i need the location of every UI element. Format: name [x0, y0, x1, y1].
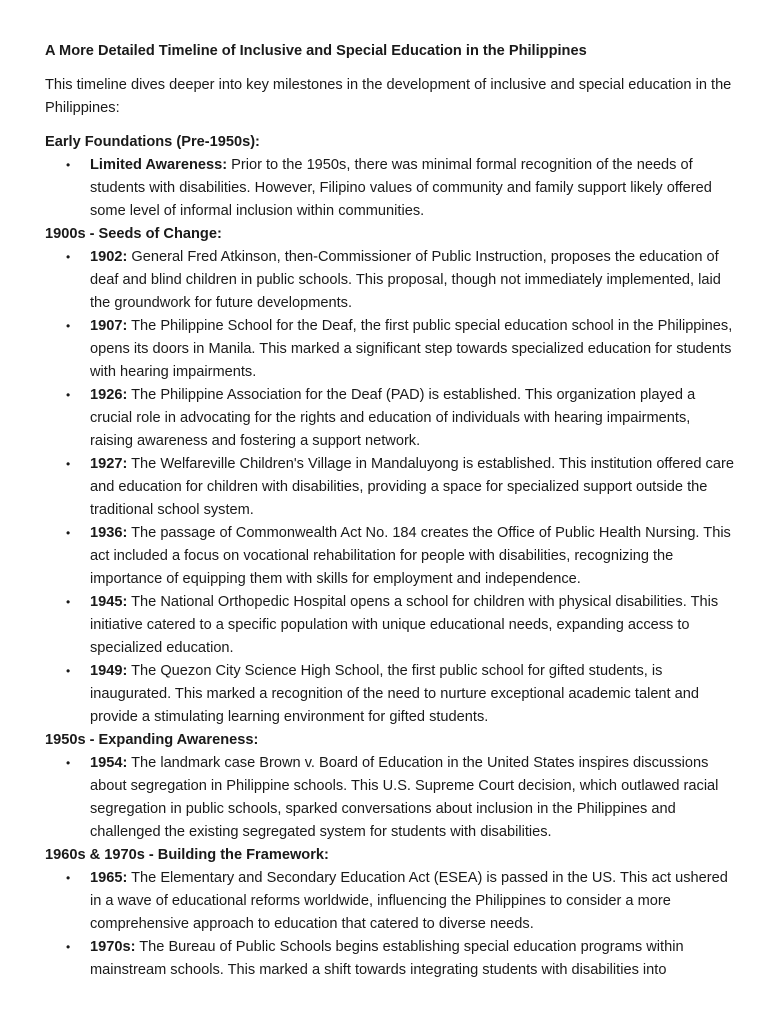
timeline-item	[45, 154, 735, 223]
timeline-item-lead: 1926:	[90, 387, 128, 403]
timeline-item-text: The Quezon City Science High School, the first public school for gifted students, is inaugurated. This marked a recognition of the need to nurture exceptional academic talent and provide a stimulating learning environment for gifted students.	[90, 663, 700, 725]
document-title: A More Detailed Timeline of Inclusive and Special Education in the Philippines	[45, 43, 587, 59]
bullet-icon: •	[66, 250, 71, 264]
section-heading: 1950s - Expanding Awareness:	[45, 732, 259, 748]
bullet-icon: •	[66, 457, 71, 471]
timeline-item	[45, 936, 735, 982]
timeline-item-text: General Fred Atkinson, then-Commissioner of Public Instruction, proposes the education of deaf and blind children in public schools. This proposal, though not immediately implemented, laid the groundwork for future developments.	[90, 249, 721, 311]
timeline-item-text: The Elementary and Secondary Education Act (ESEA) is passed in the US. This act ushered in a wave of educational reforms worldwide, influencing the Philippines to consider a more comprehensive approach to education that catered to diverse needs.	[90, 870, 728, 932]
document-page	[45, 40, 735, 982]
timeline-item	[45, 384, 735, 453]
timeline-item-lead: 1970s:	[90, 939, 136, 955]
timeline-item-text: The passage of Commonwealth Act No. 184 creates the Office of Public Health Nursing. This act included a focus on vocational rehabilitation for people with disabilities, recognizing the importance of equipping them with skills for employment and independence.	[90, 525, 731, 587]
timeline-item	[45, 660, 735, 729]
section-heading: 1900s - Seeds of Change:	[45, 226, 222, 242]
timeline-item	[45, 315, 735, 384]
timeline-item-lead: 1949:	[90, 663, 128, 679]
timeline-item-text: The National Orthopedic Hospital opens a school for children with physical disabilities. This initiative catered to a specific population with unique educational needs, expanding access to specialized education.	[90, 594, 719, 656]
section-heading: Early Foundations (Pre-1950s):	[45, 134, 260, 150]
bullet-icon: •	[66, 526, 71, 540]
timeline-list	[45, 154, 735, 223]
timeline-item-text: The landmark case Brown v. Board of Education in the United States inspires discussions about segregation in Philippine schools. This U.S. Supreme Court decision, which outlawed racial segregation in public schools, sparked conversations about inclusion in the Philippines and challenged the existing segregated system for students with disabilities.	[90, 755, 719, 840]
timeline-item-text: The Bureau of Public Schools begins establishing special education programs within mainstream schools. This marked a shift towards integrating students with disabilities into	[90, 939, 684, 978]
timeline-item	[45, 522, 735, 591]
bullet-icon: •	[66, 319, 71, 333]
timeline-item	[45, 591, 735, 660]
timeline-item-lead: 1954:	[90, 755, 128, 771]
timeline-item-text: The Philippine School for the Deaf, the first public special education school in the Philippines, opens its doors in Manila. This marked a significant step towards specialized education for students with hearing impairments.	[90, 318, 733, 380]
timeline-item-text: The Welfareville Children's Village in Mandaluyong is established. This institution offered care and education for children with disabilities, providing a space for specialized support outside the traditional school system.	[90, 456, 734, 518]
timeline-item	[45, 752, 735, 844]
timeline-list	[45, 752, 735, 844]
bullet-icon: •	[66, 664, 71, 678]
timeline-item-lead: 1902:	[90, 249, 128, 265]
timeline-item-lead: Limited Awareness:	[90, 157, 228, 173]
timeline-item-lead: 1907:	[90, 318, 128, 334]
timeline-sections	[45, 131, 735, 982]
timeline-list	[45, 246, 735, 729]
bullet-icon: •	[66, 158, 71, 172]
bullet-icon: •	[66, 756, 71, 770]
bullet-icon: •	[66, 940, 71, 954]
section-heading: 1960s & 1970s - Building the Framework:	[45, 847, 329, 863]
timeline-item	[45, 246, 735, 315]
timeline-item-text: The Philippine Association for the Deaf (PAD) is established. This organization played a crucial role in advocating for the rights and education of individuals with hearing impairments, raising awareness and fostering a support network.	[90, 387, 696, 449]
timeline-item-text: Prior to the 1950s, there was minimal formal recognition of the needs of students with disabilities. However, Filipino values of community and family support likely offered some level of informal inclusion within communities.	[90, 157, 712, 219]
intro-paragraph: This timeline dives deeper into key milestones in the development of inclusive and special education in the Philippines:	[45, 77, 732, 116]
timeline-item	[45, 453, 735, 522]
timeline-item-lead: 1945:	[90, 594, 128, 610]
bullet-icon: •	[66, 595, 71, 609]
timeline-item-lead: 1936:	[90, 525, 128, 541]
timeline-item-lead: 1965:	[90, 870, 128, 886]
bullet-icon: •	[66, 388, 71, 402]
timeline-list	[45, 867, 735, 982]
timeline-item-lead: 1927:	[90, 456, 128, 472]
timeline-item	[45, 867, 735, 936]
bullet-icon: •	[66, 871, 71, 885]
